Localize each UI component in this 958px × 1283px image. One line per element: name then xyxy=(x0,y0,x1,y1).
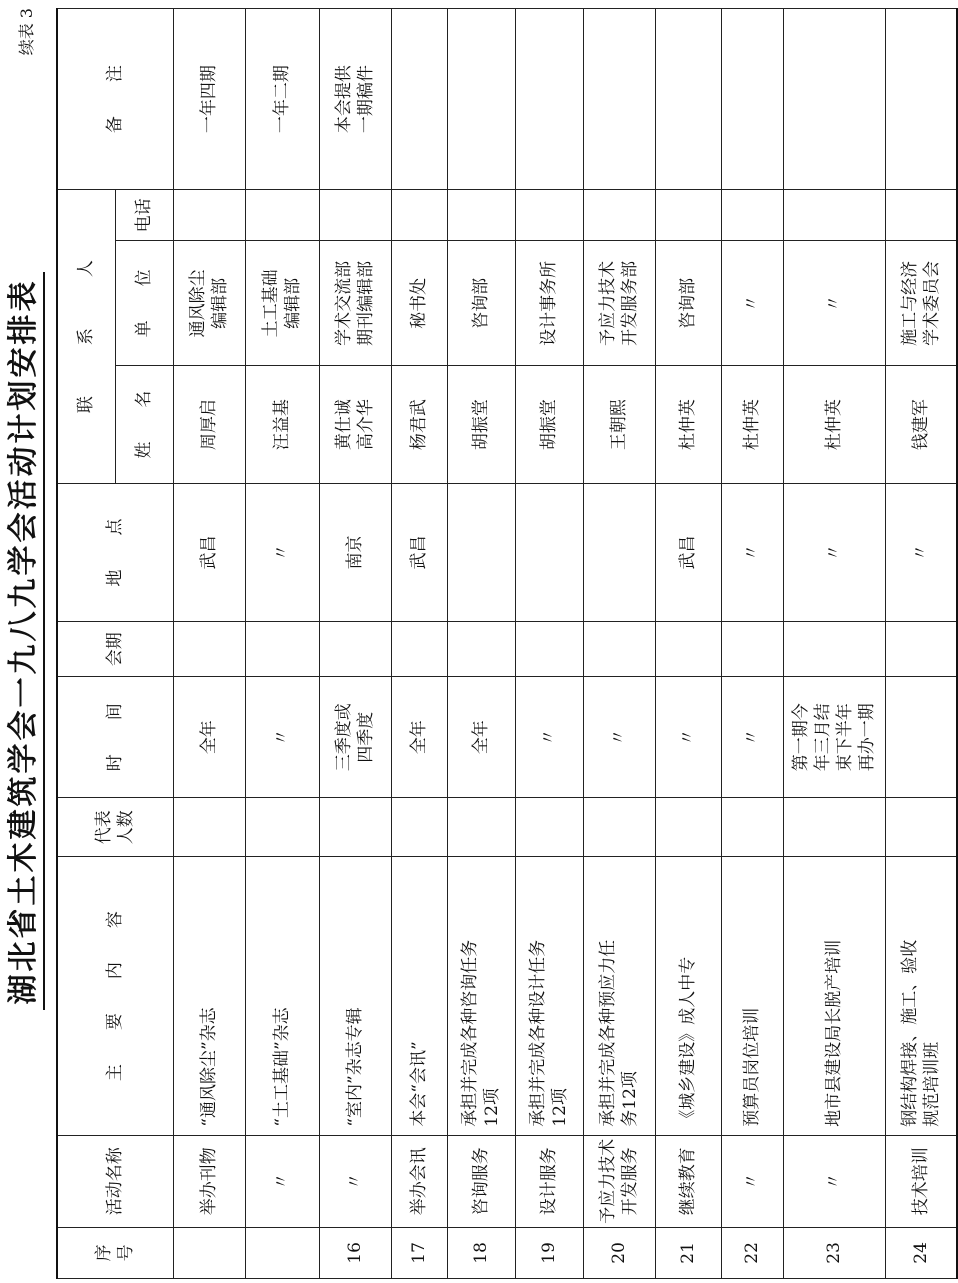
cell-remark xyxy=(885,9,957,190)
cell-main-content: 钢结构焊接、施工、验收 规范培训班 xyxy=(885,857,957,1135)
cell-contact-name: 杜仲英 xyxy=(655,366,721,484)
cell-main-content: 承担并完成各种预应力任 务12项 xyxy=(583,857,655,1135)
cell-delegates xyxy=(783,798,885,857)
table-row xyxy=(319,9,391,1279)
cell-place: 〃 xyxy=(721,483,783,621)
header-no: 序 号 xyxy=(57,1227,173,1278)
cell-contact-name: 汪益基 xyxy=(245,366,319,484)
cell-time: 全年 xyxy=(173,677,245,798)
cell-no: 19 xyxy=(515,1227,583,1278)
cell-no: 16 xyxy=(319,1227,391,1278)
cell-no: 21 xyxy=(655,1227,721,1278)
cell-main-content: 地市县建设局长脱产培训 xyxy=(783,857,885,1135)
cell-period xyxy=(721,622,783,677)
cell-remark xyxy=(583,9,655,190)
header-delegates: 代表 人数 xyxy=(57,798,173,857)
cell-place: 武昌 xyxy=(173,483,245,621)
table-row xyxy=(245,9,319,1279)
cell-contact-unit: 土工基础 编辑部 xyxy=(245,241,319,366)
cell-place xyxy=(583,483,655,621)
cell-contact-unit: 予应力技术 开发服务部 xyxy=(583,241,655,366)
header-time: 时 间 xyxy=(57,677,173,798)
cell-no: 18 xyxy=(447,1227,515,1278)
cell-delegates xyxy=(515,798,583,857)
cell-contact-name: 杨君武 xyxy=(391,366,447,484)
cell-place: 〃 xyxy=(885,483,957,621)
cell-remark: 一年四期 xyxy=(173,9,245,190)
cell-contact-name: 胡振堂 xyxy=(515,366,583,484)
cell-remark xyxy=(721,9,783,190)
cell-delegates xyxy=(245,798,319,857)
cell-delegates xyxy=(391,798,447,857)
table-row xyxy=(783,9,885,1279)
cell-contact-name: 黄仕诚 高介华 xyxy=(319,366,391,484)
table-continuation-label: 续表 3 xyxy=(17,8,36,56)
table-row xyxy=(173,9,245,1279)
cell-main-content: 《城乡建设》成人中专 xyxy=(655,857,721,1135)
cell-no: 24 xyxy=(885,1227,957,1278)
cell-place: 武昌 xyxy=(655,483,721,621)
cell-period xyxy=(391,622,447,677)
cell-period xyxy=(515,622,583,677)
cell-activity-name: 举办刊物 xyxy=(173,1135,245,1227)
cell-main-content: “室内”杂志专辑 xyxy=(319,857,391,1135)
cell-contact-name: 胡振堂 xyxy=(447,366,515,484)
table-body xyxy=(173,9,957,1279)
cell-contact-unit: 施工与经济 学术委员会 xyxy=(885,241,957,366)
cell-period xyxy=(447,622,515,677)
cell-contact-name: 杜仲英 xyxy=(721,366,783,484)
cell-place: 〃 xyxy=(245,483,319,621)
table-row xyxy=(583,9,655,1279)
cell-delegates xyxy=(655,798,721,857)
cell-contact-unit: 〃 xyxy=(721,241,783,366)
cell-main-content: “土工基础”杂志 xyxy=(245,857,319,1135)
cell-delegates xyxy=(319,798,391,857)
cell-activity-name: 举办会讯 xyxy=(391,1135,447,1227)
cell-time: 〃 xyxy=(515,677,583,798)
table-row xyxy=(721,9,783,1279)
header-main-content: 主 要 内 容 xyxy=(57,857,173,1135)
cell-remark: 本会提供 一期稿件 xyxy=(319,9,391,190)
cell-period xyxy=(173,622,245,677)
cell-no: 17 xyxy=(391,1227,447,1278)
header-activity-name: 活动名称 xyxy=(57,1135,173,1227)
cell-contact-phone xyxy=(391,190,447,241)
cell-place xyxy=(447,483,515,621)
header-phone: 电话 xyxy=(115,190,173,241)
cell-remark xyxy=(391,9,447,190)
cell-activity-name: 继续教育 xyxy=(655,1135,721,1227)
cell-contact-phone xyxy=(319,190,391,241)
cell-contact-phone xyxy=(447,190,515,241)
cell-time: 〃 xyxy=(245,677,319,798)
cell-contact-name: 周厚启 xyxy=(173,366,245,484)
cell-no xyxy=(245,1227,319,1278)
cell-period xyxy=(245,622,319,677)
cell-main-content: 承担并完成各种咨询任务 12项 xyxy=(447,857,515,1135)
cell-period xyxy=(783,622,885,677)
cell-contact-phone xyxy=(173,190,245,241)
cell-contact-unit: 秘书处 xyxy=(391,241,447,366)
cell-time: 〃 xyxy=(583,677,655,798)
cell-delegates xyxy=(885,798,957,857)
cell-time: 第一期今 年三月结 束下半年 再办一期 xyxy=(783,677,885,798)
cell-place: 武昌 xyxy=(391,483,447,621)
cell-activity-name: 〃 xyxy=(721,1135,783,1227)
cell-activity-name: 设计服务 xyxy=(515,1135,583,1227)
cell-activity-name: 咨询服务 xyxy=(447,1135,515,1227)
cell-delegates xyxy=(721,798,783,857)
cell-delegates xyxy=(447,798,515,857)
cell-contact-phone xyxy=(721,190,783,241)
cell-contact-phone xyxy=(515,190,583,241)
cell-remark: 一年二期 xyxy=(245,9,319,190)
table-row xyxy=(655,9,721,1279)
cell-main-content: 预算员岗位培训 xyxy=(721,857,783,1135)
cell-no: 20 xyxy=(583,1227,655,1278)
cell-contact-name: 杜仲英 xyxy=(783,366,885,484)
cell-time: 全年 xyxy=(391,677,447,798)
cell-activity-name: 技术培训 xyxy=(885,1135,957,1227)
cell-contact-unit: 咨询部 xyxy=(447,241,515,366)
cell-contact-name: 王朝熙 xyxy=(583,366,655,484)
cell-contact-unit: 设计事务所 xyxy=(515,241,583,366)
cell-period xyxy=(319,622,391,677)
cell-time: 全年 xyxy=(447,677,515,798)
cell-activity-name: 〃 xyxy=(319,1135,391,1227)
cell-contact-phone xyxy=(245,190,319,241)
header-contact: 联 系 人 xyxy=(57,190,115,484)
table-row xyxy=(391,9,447,1279)
cell-period xyxy=(655,622,721,677)
cell-main-content: 承担并完成各种设计任务 12项 xyxy=(515,857,583,1135)
cell-contact-phone xyxy=(583,190,655,241)
cell-contact-unit: 通风除尘 编辑部 xyxy=(173,241,245,366)
cell-activity-name: 予应力技术 开发服务 xyxy=(583,1135,655,1227)
cell-contact-phone xyxy=(655,190,721,241)
cell-remark xyxy=(783,9,885,190)
header-remark: 备 注 xyxy=(57,9,173,190)
cell-time: 〃 xyxy=(721,677,783,798)
table-row xyxy=(447,9,515,1279)
cell-contact-phone xyxy=(783,190,885,241)
cell-time xyxy=(885,677,957,798)
header-unit: 单 位 xyxy=(115,241,173,366)
cell-place: 南京 xyxy=(319,483,391,621)
cell-place xyxy=(515,483,583,621)
cell-delegates xyxy=(173,798,245,857)
cell-delegates xyxy=(583,798,655,857)
cell-activity-name: 〃 xyxy=(245,1135,319,1227)
cell-no xyxy=(173,1227,245,1278)
table-row xyxy=(885,9,957,1279)
cell-main-content: 本会“会讯” xyxy=(391,857,447,1135)
cell-remark xyxy=(447,9,515,190)
header-place: 地 点 xyxy=(57,483,173,621)
cell-contact-unit: 咨询部 xyxy=(655,241,721,366)
cell-remark xyxy=(515,9,583,190)
cell-contact-name: 钱建军 xyxy=(885,366,957,484)
cell-remark xyxy=(655,9,721,190)
header-surname: 姓 名 xyxy=(115,366,173,484)
header-row xyxy=(57,9,115,1279)
cell-period xyxy=(583,622,655,677)
cell-contact-unit: 学术交流部 期刊编辑部 xyxy=(319,241,391,366)
cell-time: 〃 xyxy=(655,677,721,798)
cell-time: 三季度或 四季度 xyxy=(319,677,391,798)
cell-place: 〃 xyxy=(783,483,885,621)
header-period: 会期 xyxy=(57,622,173,677)
cell-main-content: “通风除尘”杂志 xyxy=(173,857,245,1135)
cell-contact-phone xyxy=(885,190,957,241)
document-title: 湖北省土木建筑学会一九八九学会活动计划安排表 xyxy=(4,0,44,1283)
cell-contact-unit: 〃 xyxy=(783,241,885,366)
cell-activity-name: 〃 xyxy=(783,1135,885,1227)
cell-period xyxy=(885,622,957,677)
cell-no: 22 xyxy=(721,1227,783,1278)
table-row xyxy=(515,9,583,1279)
cell-no: 23 xyxy=(783,1227,885,1278)
activity-plan-table xyxy=(56,8,958,1279)
